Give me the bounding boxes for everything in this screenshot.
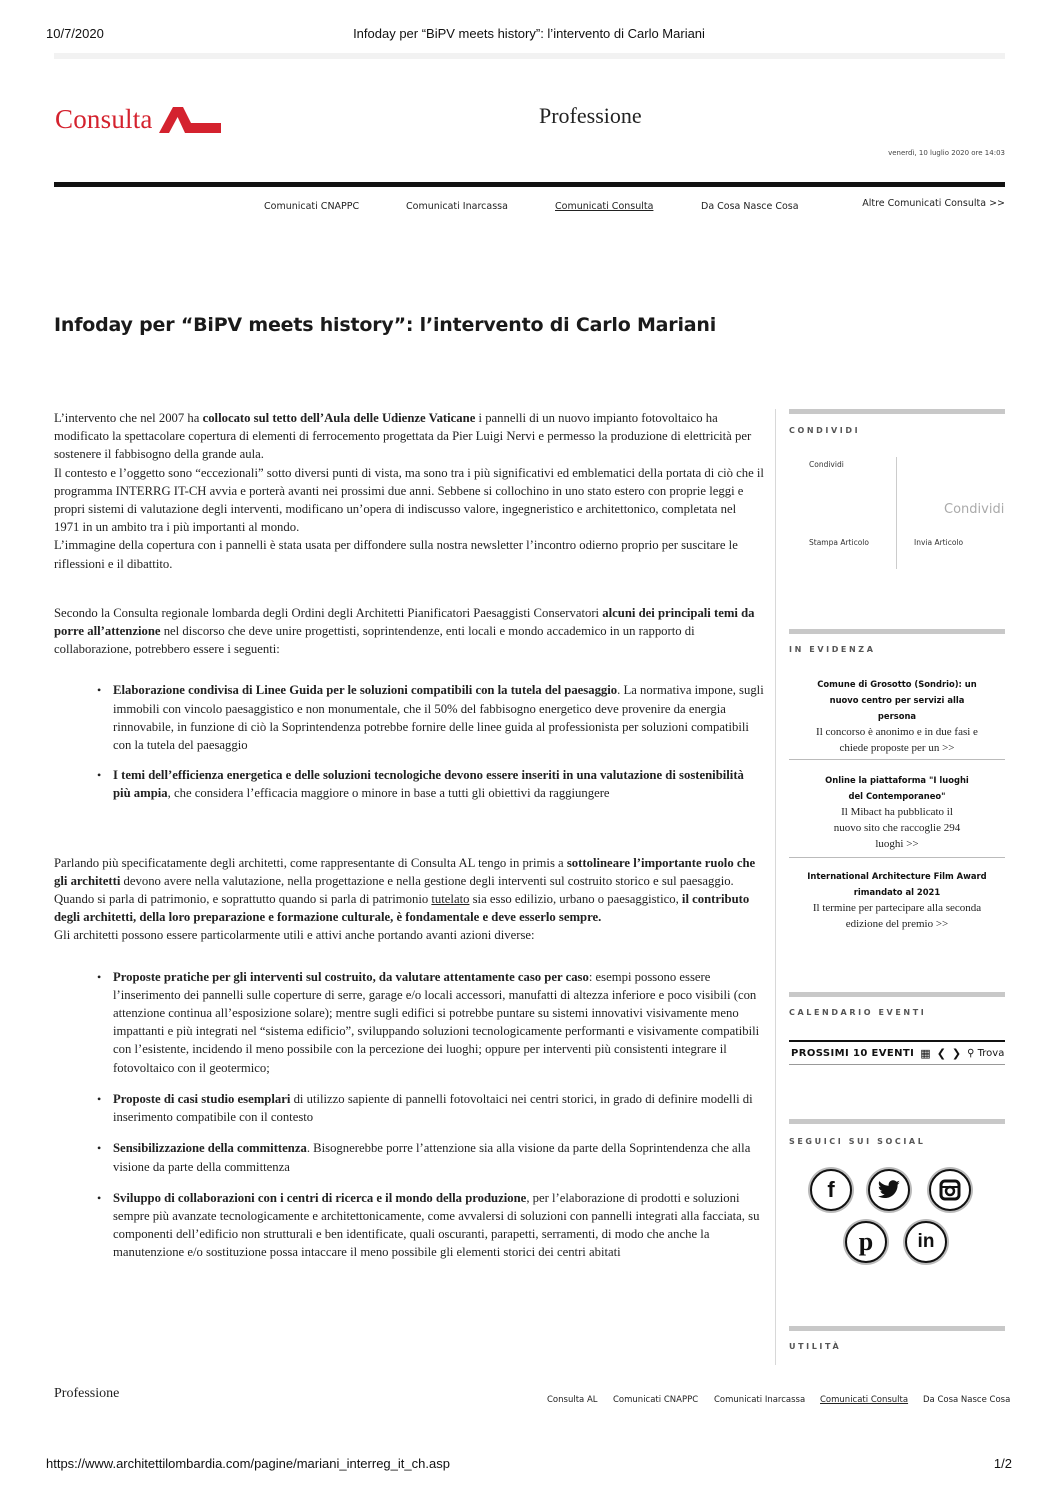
- list-item: • Proposte di casi studio esemplari di utilizzo sapiente di pannelli fotovoltaici nei centri storici, in grado di definire modelli di inserimento compatibile con il contesto: [54, 1090, 764, 1126]
- utilita-heading: UTILITÀ: [789, 1342, 842, 1351]
- list-item: • Elaborazione condivisa di Linee Guida per le soluzioni compatibili con la tutela del paesaggio. La normativa impone, sugli immobili con vincolo paesaggistico e non monumentale, che il 50% del fabbisogno energetico deve provenire da energia rinnovabile, in funzione di ciò la Soprintendenza potrebbe fornire delle linee guida al professionista per soluzioni compatibili con la tutela del paesaggio: [54, 681, 764, 754]
- calendar-toolbar: [789, 1040, 1005, 1065]
- paragraph-architetti: Parlando più specificatamente degli architetti, come rappresentante di Consulta AL tengo in primis a sottolineare l’importante ruolo che gli architetti devono avere nella valutazione, nella progettazione e nella gestione degli interventi sul costruito storico e sul paesaggio. Quando si parla di patrimonio, e soprattutto quando si parla di patrimonio tutelato sia esso edilizio, urbano o paesaggistico, il contributo degli architetti, della loro preparazione e formazione culturale, è fondamentale e deve esserlo sempre.: [54, 855, 756, 925]
- calendar-icon[interactable]: ▦: [920, 1046, 931, 1060]
- share-button[interactable]: Condividi: [809, 460, 844, 469]
- in-evidenza-heading: IN EVIDENZA: [789, 645, 876, 654]
- evidenza-item-grosotto[interactable]: [789, 676, 1005, 756]
- header-rule: [54, 182, 1005, 187]
- evidenza-text: Il termine per partecipare alla seconda edizione del premio >>: [812, 902, 982, 930]
- sidebar-bar: [789, 409, 1005, 414]
- sidebar-bar: [789, 629, 1005, 634]
- paragraph-image: L’immagine della copertura con i pannelli è stata usata per diffondere sulla nostra newsletter l’incontro odierno proprio per suscitare le riflessioni e il dibattito.: [54, 538, 738, 571]
- footer-comunicati-consulta[interactable]: Comunicati Consulta: [820, 1395, 909, 1405]
- pinterest-icon[interactable]: p: [845, 1221, 887, 1263]
- evidenza-item-film-award[interactable]: [789, 868, 1005, 932]
- instagram-icon[interactable]: [929, 1169, 971, 1211]
- facebook-icon[interactable]: f: [810, 1169, 852, 1211]
- evidenza-title: Comune di Grosotto (Sondrio): un nuovo centro per servizi alla persona: [817, 679, 977, 721]
- header-date: venerdì, 10 luglio 2020 ore 14:03: [888, 149, 1005, 157]
- article-title: Infoday per “BiPV meets history”: l’intervento di Carlo Mariani: [54, 314, 717, 336]
- print-title: Infoday per “BiPV meets history”: l’intervento di Carlo Mariani: [353, 26, 705, 41]
- share-divider: [896, 457, 897, 569]
- print-date: 10/7/2020: [46, 26, 104, 41]
- footer-da-cosa-nasce-cosa[interactable]: Da Cosa Nasce Cosa: [923, 1395, 1011, 1405]
- footer-comunicati-inarcassa[interactable]: Comunicati Inarcassa: [714, 1395, 806, 1405]
- nav-comunicati-inarcassa[interactable]: Comunicati Inarcassa: [406, 201, 508, 212]
- list-item: • Sensibilizzazione della committenza. Bisognerebbe porre l’attenzione sia alla visione da parte della Soprintendenza che alla visione da parte della committenza: [54, 1139, 764, 1175]
- top-band: [54, 53, 1005, 59]
- print-page-number: 1/2: [993, 1456, 1012, 1471]
- nav-comunicati-cnappc[interactable]: Comunicati CNAPPC: [264, 201, 360, 212]
- linkedin-icon[interactable]: in: [905, 1221, 947, 1263]
- twitter-icon[interactable]: [868, 1169, 910, 1211]
- evidenza-separator: [789, 857, 1005, 858]
- evidenza-text: Il Mibact ha pubblicato il nuovo sito che raccoglie 294 luoghi >>: [833, 806, 961, 850]
- nav-comunicati-consulta[interactable]: Comunicati Consulta: [555, 201, 654, 212]
- evidenza-text: Il concorso è anonimo e in due fasi e chiede proposte per un >>: [816, 726, 978, 754]
- paragraph-temi: Secondo la Consulta regionale lombarda degli Ordini degli Architetti Pianificatori Paesaggisti Conservatori alcuni dei principali temi da porre all’attenzione nel discorso che deve unire progettisti, soprintendenze, enti locali e mondo accademico in un rapporto di collaborazione, potrebbero essere i seguenti:: [54, 605, 755, 657]
- list-azioni: [54, 968, 764, 1262]
- condividi-heading: CONDIVIDI: [789, 426, 861, 435]
- tutelato-link[interactable]: tutelato: [431, 892, 470, 907]
- next-events-label[interactable]: PROSSIMI 10 EVENTI: [791, 1047, 915, 1059]
- footer-title: Professione: [54, 1386, 120, 1401]
- evidenza-separator: [789, 759, 1005, 760]
- send-article-link[interactable]: Invia Articolo: [914, 538, 964, 547]
- nav-da-cosa-nasce-cosa[interactable]: Da Cosa Nasce Cosa: [701, 201, 799, 212]
- print-url: https://www.architettilombardia.com/pagine/mariani_interreg_it_ch.asp: [46, 1456, 450, 1471]
- list-item: • Sviluppo di collaborazioni con i centri di ricerca e il mondo della produzione, per l’elaborazione di prodotti e soluzioni sempre più avanzate tecnologicamente e architettonicamente, come avvalersi di soluzioni con pannelli integrati alla facciata, su componenti dell’edificio non strutturali e ben identificate, quali oscuranti, parapetti, serramenti, di modo che anche la manutenzione e/o sostituzione possa intaccare il meno possibile gli elementi storici dei centri abitati: [54, 1189, 764, 1262]
- calendario-heading: CALENDARIO EVENTI: [789, 1008, 927, 1017]
- footer-consulta-al[interactable]: Consulta AL: [547, 1395, 598, 1405]
- share-widget-label[interactable]: Condividi: [944, 502, 1005, 517]
- consulta-logo[interactable]: [55, 106, 221, 133]
- sidebar-bar: [789, 992, 1005, 997]
- list-temi: [54, 681, 764, 802]
- al-logo-icon: [159, 107, 221, 133]
- paragraph-context: Il contesto e l’oggetto sono “eccezionali” sotto diversi punti di vista, ma sono tra i più significativi ed emblematici della portata di ciò che il programma INTERRG IT-CH avvia e porterà avanti nei prossimi due anni. Sebbene si collochino in uno stato estero con proprie leggi e propri sistemi di valutazione degli interventi, modificano un’opera di indiscusso valore, ingegneristico e architettonico, completata nel 1971 in un ambito tra i più importanti al mondo.: [54, 465, 764, 535]
- social-heading: SEGUICI SUI SOCIAL: [789, 1137, 926, 1146]
- sidebar-bar: [789, 1326, 1005, 1331]
- chevron-left-icon[interactable]: ❮: [936, 1046, 946, 1060]
- evidenza-item-luoghi[interactable]: [789, 772, 1005, 852]
- evidenza-title: Online la piattaforma "I luoghi del Contemporaneo": [825, 775, 969, 801]
- footer-comunicati-cnappc[interactable]: Comunicati CNAPPC: [613, 1395, 699, 1405]
- list-item: • Proposte pratiche per gli interventi sul costruito, da valutare attentamente caso per caso: esempi possono essere l’inserimento dei pannelli sulle coperture di serre, garage e/o locali accessori, manufatti di altezza inferiore e poco visibili (con attenzione continua all’esposizione solare); mentre sugli edifici si potrebbe puntare su sistemi innovativi visivamente meno impattanti e più integrati nel “sistema edificio”, sviluppando soluzioni tecnologicamente performanti e visivamente compatibili con l’esistente, incidendo il meno possibile con la percezione dei luoghi; oppure per interventi più consistenti integrare il fotovoltaico con il geotermico;: [54, 968, 764, 1077]
- paragraph-azioni: Gli architetti possono essere particolarmente utili e attivi anche portando avanti azioni diverse:: [54, 928, 535, 943]
- list-item: • I temi dell’efficienza energetica e delle soluzioni tecnologiche devono essere inseriti in una valutazione di sostenibilità più ampia, che considera l’efficacia maggiore o minore in base a tutti gli obiettivi da raggiungere: [54, 766, 764, 802]
- evidenza-title: International Architecture Film Award rimandato al 2021: [807, 871, 987, 897]
- chevron-right-icon[interactable]: ❯: [951, 1046, 962, 1060]
- logo-text: Consulta: [55, 104, 153, 134]
- search-icon: ⚲: [967, 1047, 975, 1059]
- sidebar-divider: [775, 409, 776, 1365]
- section-title: Professione: [539, 103, 642, 128]
- sidebar-bar: [789, 1119, 1005, 1124]
- print-article-link[interactable]: Stampa Articolo: [809, 538, 869, 547]
- nav-altre-comunicati[interactable]: Altre Comunicati Consulta >>: [862, 198, 1005, 209]
- paragraph-intro: L’intervento che nel 2007 ha collocato sul tetto dell’Aula delle Udienze Vaticane i pannelli di un nuovo impianto fotovoltaico ha modificato la spettacolare copertura di elementi di ferrocemento progettata da Pier Luigi Nervi e permesso la produzione di elettricità per sostenere il fabbisogno della grande aula.: [54, 411, 752, 462]
- article-body: [54, 409, 764, 1262]
- search-events-button[interactable]: ⚲ Trova: [967, 1047, 1005, 1059]
